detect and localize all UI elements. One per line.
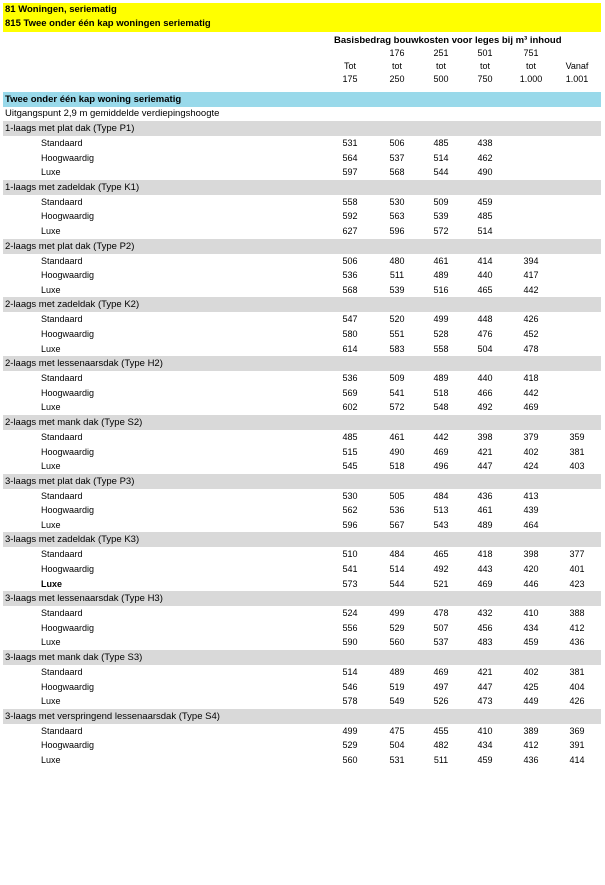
column-header-line: Vanaf (565, 61, 589, 71)
row-label: Luxe (41, 519, 61, 530)
group-title: 3-laags met plat dak (Type P3) (3, 474, 601, 489)
cell-value: 473 (477, 696, 493, 707)
column-caption: Basisbedrag bouwkosten voor leges bij m³ inhoud (334, 35, 562, 46)
cell-value: 359 (569, 431, 585, 442)
cell-value: 424 (523, 461, 539, 472)
row-label: Standaard (41, 138, 83, 148)
row-label: Luxe (41, 578, 63, 589)
cell-value: 485 (433, 138, 449, 148)
cell-value: 482 (433, 740, 449, 751)
row-label: Hoogwaardig (41, 270, 95, 281)
cell-value: 539 (433, 211, 449, 222)
cell-value: 529 (389, 622, 405, 633)
cell-value: 438 (477, 138, 493, 148)
cell-value: 439 (523, 505, 539, 516)
table-row (3, 665, 601, 680)
cell-value: 426 (569, 696, 585, 707)
row-label: Standaard (41, 549, 83, 560)
table-row (3, 268, 601, 283)
row-label: Standaard (41, 373, 83, 384)
cell-value: 596 (389, 225, 405, 236)
cell-value: 514 (389, 564, 405, 575)
cell-value: 563 (389, 211, 405, 222)
cell-value: 547 (342, 314, 358, 325)
row-label: Standaard (41, 314, 83, 325)
cell-value: 446 (523, 578, 539, 589)
cell-value: 485 (477, 211, 493, 222)
cell-value: 515 (342, 446, 358, 457)
cell-value: 602 (342, 402, 358, 413)
cell-value: 449 (523, 696, 539, 707)
table-row (3, 342, 601, 357)
section-title: Twee onder één kap woning seriematig (3, 92, 601, 107)
cell-value: 511 (389, 270, 405, 281)
cell-value: 432 (477, 608, 493, 619)
cell-value: 456 (477, 622, 493, 633)
cell-value: 541 (389, 387, 405, 398)
document-title: 81 Woningen, seriematig (5, 4, 117, 15)
cell-value: 583 (389, 343, 405, 354)
document-subtitle: 815 Twee onder één kap woningen seriematig (5, 18, 211, 29)
column-header-line: 750 (477, 74, 493, 84)
column-header-line: 176 (389, 48, 405, 58)
cell-value: 423 (569, 578, 585, 589)
table-row (3, 547, 601, 562)
column-header-line: tot (525, 61, 536, 71)
row-label: Luxe (41, 284, 61, 295)
row-label: Standaard (41, 196, 83, 207)
column-header-line: 500 (433, 74, 449, 84)
column-header-line: tot (479, 61, 490, 71)
column-header-2 (421, 47, 461, 86)
cell-value: 530 (389, 196, 405, 207)
cell-value: 447 (477, 461, 493, 472)
row-label: Standaard (41, 608, 83, 619)
row-label: Luxe (41, 461, 61, 472)
cell-value: 485 (342, 431, 358, 442)
cell-value: 426 (523, 314, 539, 325)
cell-value: 572 (389, 402, 405, 413)
cell-value: 447 (477, 681, 493, 692)
cell-value: 536 (389, 505, 405, 516)
cell-value: 412 (569, 622, 585, 633)
cell-value: 521 (433, 578, 449, 589)
row-label: Standaard (41, 255, 83, 266)
cell-value: 421 (477, 667, 493, 678)
cell-value: 514 (342, 667, 358, 678)
column-header-0 (330, 47, 370, 86)
title-bar (3, 3, 601, 32)
cell-value: 510 (342, 549, 358, 560)
cell-value: 513 (433, 505, 449, 516)
cell-value: 545 (342, 461, 358, 472)
group-title: 2-laags met zadeldak (Type K2) (3, 297, 601, 312)
cell-value: 469 (433, 446, 449, 457)
cell-value: 568 (342, 284, 358, 295)
cell-value: 541 (342, 564, 358, 575)
cell-value: 505 (389, 490, 405, 501)
cell-value: 417 (523, 270, 539, 281)
table-row (3, 136, 601, 151)
group-title: 2-laags met plat dak (Type P2) (3, 239, 601, 254)
column-header-line (330, 47, 370, 60)
table-row (3, 562, 601, 577)
cell-value: 556 (342, 622, 358, 633)
column-header-line: Tot (343, 61, 356, 71)
cell-value: 489 (389, 667, 405, 678)
table-row (3, 606, 601, 621)
row-label: Luxe (41, 755, 61, 765)
cell-value: 442 (523, 387, 539, 398)
cell-value: 596 (342, 519, 358, 530)
table-row (3, 224, 601, 239)
cell-value: 497 (433, 681, 449, 692)
cell-value: 443 (477, 564, 493, 575)
cell-value: 490 (389, 446, 405, 457)
row-label: Standaard (41, 725, 83, 736)
cell-value: 483 (477, 637, 493, 648)
column-header-line: 1.001 (565, 74, 589, 84)
table-row (3, 680, 601, 695)
cell-value: 459 (523, 637, 539, 648)
section-note: Uitgangspunt 2,9 m gemiddelde verdiepingshoogte (5, 108, 220, 119)
table-row (3, 400, 601, 415)
cell-value: 506 (342, 255, 358, 266)
cell-value: 401 (569, 564, 585, 575)
cell-value: 478 (523, 343, 539, 354)
cell-value: 504 (477, 343, 493, 354)
cell-value: 469 (523, 402, 539, 413)
cell-value: 461 (389, 431, 405, 442)
row-label: Luxe (41, 637, 61, 648)
cell-value: 478 (433, 608, 449, 619)
table-row (3, 254, 601, 269)
cell-value: 469 (433, 667, 449, 678)
table-row (3, 312, 601, 327)
row-label: Standaard (41, 490, 83, 501)
column-header-line (557, 47, 597, 60)
cell-value: 537 (389, 152, 405, 163)
row-label: Luxe (41, 167, 61, 178)
table-row (3, 738, 601, 753)
cell-value: 434 (477, 740, 493, 751)
cell-value: 560 (342, 755, 358, 765)
row-label: Hoogwaardig (41, 740, 95, 751)
cell-value: 403 (569, 461, 585, 472)
table-row (3, 459, 601, 474)
cell-value: 590 (342, 637, 358, 648)
cell-value: 537 (433, 637, 449, 648)
table-row (3, 694, 601, 709)
cell-value: 464 (523, 519, 539, 530)
cell-value: 410 (477, 725, 493, 736)
cell-value: 377 (569, 549, 585, 560)
cell-value: 519 (389, 681, 405, 692)
row-label: Standaard (41, 667, 83, 678)
row-label: Standaard (41, 431, 83, 442)
group-title: 2-laags met lessenaarsdak (Type H2) (3, 356, 601, 371)
table-row (3, 635, 601, 650)
cell-value: 440 (477, 270, 493, 281)
cell-value: 413 (523, 490, 539, 501)
column-header (3, 32, 601, 92)
cell-value: 514 (477, 225, 493, 236)
cell-value: 567 (389, 519, 405, 530)
table-row (3, 195, 601, 210)
cell-value: 539 (389, 284, 405, 295)
cell-value: 420 (523, 564, 539, 575)
row-label: Hoogwaardig (41, 446, 95, 457)
cell-value: 531 (342, 138, 358, 148)
cell-value: 529 (342, 740, 358, 751)
cell-value: 418 (477, 549, 493, 560)
cell-value: 509 (389, 373, 405, 384)
cell-value: 578 (342, 696, 358, 707)
cell-value: 499 (433, 314, 449, 325)
cell-value: 564 (342, 152, 358, 163)
cell-value: 412 (523, 740, 539, 751)
cell-value: 425 (523, 681, 539, 692)
cell-value: 530 (342, 490, 358, 501)
cell-value: 496 (433, 461, 449, 472)
table-body (3, 121, 601, 768)
row-label: Luxe (41, 225, 61, 236)
cell-value: 465 (433, 549, 449, 560)
group-title: 1-laags met zadeldak (Type K1) (3, 180, 601, 195)
column-header-line: 250 (389, 74, 405, 84)
cell-value: 436 (523, 755, 539, 765)
cell-value: 573 (342, 578, 358, 589)
table-row (3, 386, 601, 401)
column-header-line: tot (435, 61, 446, 71)
cell-value: 442 (433, 431, 449, 442)
cell-value: 459 (477, 755, 493, 765)
cell-value: 526 (433, 696, 449, 707)
cell-value: 492 (433, 564, 449, 575)
cell-value: 536 (342, 373, 358, 384)
cell-value: 551 (389, 328, 405, 339)
cell-value: 476 (477, 328, 493, 339)
cell-value: 459 (477, 196, 493, 207)
table-row (3, 283, 601, 298)
cell-value: 484 (433, 490, 449, 501)
row-label: Hoogwaardig (41, 505, 95, 516)
table-row (3, 577, 601, 592)
column-header-line: 501 (477, 48, 493, 58)
table-row (3, 151, 601, 166)
cell-value: 410 (523, 608, 539, 619)
cell-value: 499 (342, 725, 358, 736)
column-header-3 (465, 47, 505, 86)
cell-value: 421 (477, 446, 493, 457)
cell-value: 549 (389, 696, 405, 707)
cell-value: 569 (342, 387, 358, 398)
cell-value: 516 (433, 284, 449, 295)
table-row (3, 165, 601, 180)
cell-value: 536 (342, 270, 358, 281)
cell-value: 518 (433, 387, 449, 398)
cell-value: 504 (389, 740, 405, 751)
cell-value: 398 (523, 549, 539, 560)
cell-value: 546 (342, 681, 358, 692)
row-label: Hoogwaardig (41, 152, 95, 163)
cell-value: 544 (389, 578, 405, 589)
cell-value: 466 (477, 387, 493, 398)
group-title: 3-laags met lessenaarsdak (Type H3) (3, 591, 601, 606)
cell-value: 528 (433, 328, 449, 339)
cell-value: 440 (477, 373, 493, 384)
table-row (3, 753, 601, 768)
row-label: Luxe (41, 402, 61, 413)
cell-value: 592 (342, 211, 358, 222)
cell-value: 518 (389, 461, 405, 472)
cell-value: 465 (477, 284, 493, 295)
cell-value: 402 (523, 667, 539, 678)
row-label: Hoogwaardig (41, 622, 95, 633)
column-header-1 (377, 47, 417, 86)
cell-value: 524 (342, 608, 358, 619)
table-row (3, 489, 601, 504)
cell-value: 531 (389, 755, 405, 765)
table-row (3, 621, 601, 636)
cell-value: 414 (569, 755, 585, 765)
cell-value: 398 (477, 431, 493, 442)
table-row (3, 518, 601, 533)
cell-value: 402 (523, 446, 539, 457)
cell-value: 489 (433, 270, 449, 281)
column-header-line: 751 (523, 48, 539, 58)
row-label: Hoogwaardig (41, 681, 95, 692)
cell-value: 436 (569, 637, 585, 648)
cell-value: 514 (433, 152, 449, 163)
cell-value: 381 (569, 446, 585, 457)
cell-value: 389 (523, 725, 539, 736)
cell-value: 490 (477, 167, 493, 178)
column-header-5 (557, 47, 597, 86)
group-title: 3-laags met mank dak (Type S3) (3, 650, 601, 665)
cell-value: 381 (569, 667, 585, 678)
row-label: Hoogwaardig (41, 211, 95, 222)
cell-value: 475 (389, 725, 405, 736)
cell-value: 499 (389, 608, 405, 619)
column-header-line: 251 (433, 48, 449, 58)
document (3, 3, 601, 768)
table-row (3, 327, 601, 342)
cell-value: 558 (342, 196, 358, 207)
row-label: Hoogwaardig (41, 328, 95, 339)
cell-value: 543 (433, 519, 449, 530)
cell-value: 568 (389, 167, 405, 178)
group-title: 2-laags met mank dak (Type S2) (3, 415, 601, 430)
row-label: Hoogwaardig (41, 387, 95, 398)
row-label: Luxe (41, 696, 61, 707)
cell-value: 544 (433, 167, 449, 178)
column-header-line: 1.000 (519, 74, 543, 84)
column-header-line: tot (391, 61, 402, 71)
cell-value: 455 (433, 725, 449, 736)
cell-value: 414 (477, 255, 493, 266)
cell-value: 614 (342, 343, 358, 354)
cell-value: 461 (477, 505, 493, 516)
cell-value: 558 (433, 343, 449, 354)
cell-value: 507 (433, 622, 449, 633)
column-header-line: 175 (342, 74, 358, 84)
group-title: 3-laags met verspringend lessenaarsdak (Type S4) (3, 709, 601, 724)
cell-value: 520 (389, 314, 405, 325)
cell-value: 418 (523, 373, 539, 384)
cell-value: 480 (389, 255, 405, 266)
cell-value: 379 (523, 431, 539, 442)
cell-value: 484 (389, 549, 405, 560)
cell-value: 369 (569, 725, 585, 736)
cell-value: 562 (342, 505, 358, 516)
cell-value: 388 (569, 608, 585, 619)
cell-value: 434 (523, 622, 539, 633)
cell-value: 489 (477, 519, 493, 530)
cell-value: 489 (433, 373, 449, 384)
cell-value: 572 (433, 225, 449, 236)
cell-value: 404 (569, 681, 585, 692)
cell-value: 506 (389, 138, 405, 148)
cell-value: 452 (523, 328, 539, 339)
cell-value: 442 (523, 284, 539, 295)
group-title: 3-laags met zadeldak (Type K3) (3, 532, 601, 547)
cell-value: 560 (389, 637, 405, 648)
table-row (3, 724, 601, 739)
row-label: Hoogwaardig (41, 564, 95, 575)
row-label: Luxe (41, 343, 61, 354)
cell-value: 391 (569, 740, 585, 751)
table-row (3, 445, 601, 460)
table-row (3, 209, 601, 224)
cell-value: 627 (342, 225, 358, 236)
cell-value: 436 (477, 490, 493, 501)
cell-value: 597 (342, 167, 358, 178)
cell-value: 548 (433, 402, 449, 413)
cell-value: 462 (477, 152, 493, 163)
cell-value: 461 (433, 255, 449, 266)
table-row (3, 371, 601, 386)
column-header-4 (511, 47, 551, 86)
table-row (3, 503, 601, 518)
cell-value: 509 (433, 196, 449, 207)
cell-value: 448 (477, 314, 493, 325)
cell-value: 492 (477, 402, 493, 413)
table-row (3, 430, 601, 445)
cell-value: 469 (477, 578, 493, 589)
cell-value: 580 (342, 328, 358, 339)
cell-value: 394 (523, 255, 539, 266)
group-title: 1-laags met plat dak (Type P1) (3, 121, 601, 136)
cell-value: 511 (433, 755, 449, 765)
